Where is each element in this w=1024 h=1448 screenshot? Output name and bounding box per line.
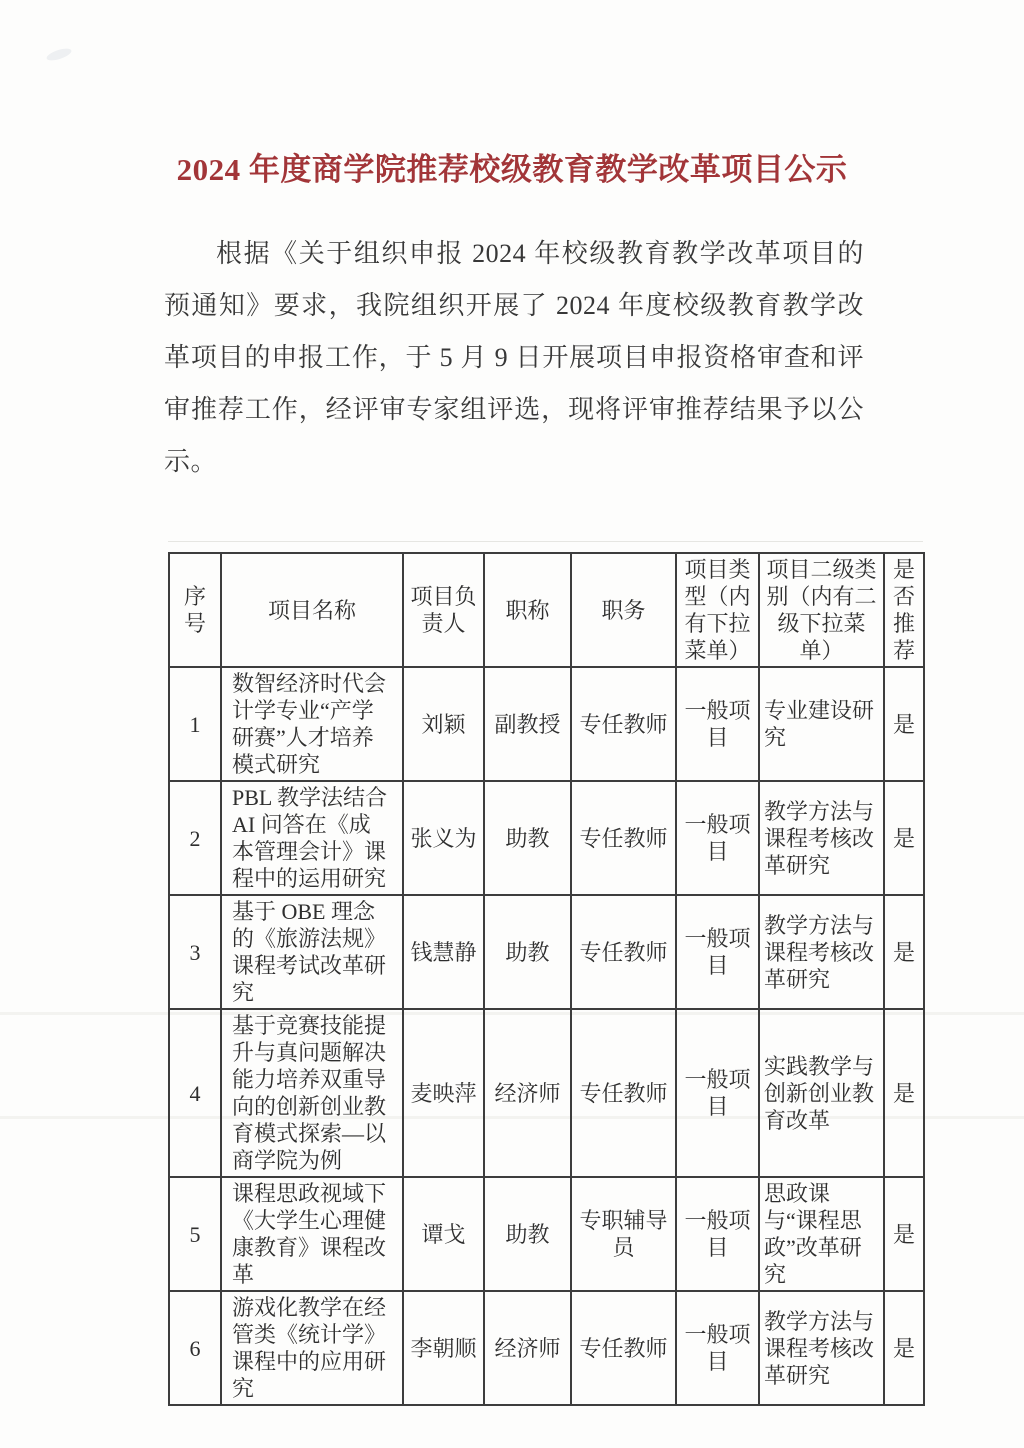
table-row (169, 1177, 924, 1291)
page-title: 2024 年度商学院推荐校级教育教学改革项目公示 (176, 152, 848, 187)
cell-project-type: 一般项目 (676, 1291, 759, 1405)
cell-recommended: 是 (884, 1291, 924, 1405)
cell-title: 经济师 (484, 1291, 571, 1405)
scan-artifact (168, 541, 923, 542)
table-row (169, 1009, 924, 1177)
cell-title: 助教 (484, 895, 571, 1009)
announcement-paragraph: 根据《关于组织申报 2024 年校级教育教学改革项目的预通知》要求，我院组织开展了 2024 年度校级教育教学改革项目的申报工作，于 5 月 9 日开展项目申报资格审查和评审推荐工作，经评审专家组评选，现将评审推荐结果予以公示。 (164, 239, 864, 476)
cell-position: 专任教师 (571, 781, 676, 895)
table-row (169, 781, 924, 895)
cell-project-type: 一般项目 (676, 781, 759, 895)
col-header-project-type: 项目类型（内有下拉菜单） (676, 553, 759, 667)
cell-leader: 李朝顺 (403, 1291, 484, 1405)
cell-recommended: 是 (884, 895, 924, 1009)
cell-seq: 1 (169, 667, 221, 781)
col-header-subcategory: 项目二级类别（内有二级下拉菜单） (759, 553, 884, 667)
cell-recommended: 是 (884, 1177, 924, 1291)
cell-title: 副教授 (484, 667, 571, 781)
cell-seq: 2 (169, 781, 221, 895)
cell-subcategory: 教学方法与课程考核改革研究 (759, 895, 884, 1009)
table-row (169, 1291, 924, 1405)
table-row (169, 895, 924, 1009)
cell-position: 专任教师 (571, 895, 676, 1009)
cell-leader: 张义为 (403, 781, 484, 895)
col-header-leader: 项目负责人 (403, 553, 484, 667)
table-header-row (169, 553, 924, 667)
cell-recommended: 是 (884, 1009, 924, 1177)
col-header-title: 职称 (484, 553, 571, 667)
cell-seq: 6 (169, 1291, 221, 1405)
cell-leader: 刘颖 (403, 667, 484, 781)
cell-leader: 钱慧静 (403, 895, 484, 1009)
cell-position: 专任教师 (571, 667, 676, 781)
cell-project-name: PBL 教学法结合 AI 问答在《成本管理会计》课程中的运用研究 (221, 781, 403, 895)
cell-position: 专任教师 (571, 1009, 676, 1177)
col-header-seq: 序号 (169, 553, 221, 667)
table-row (169, 667, 924, 781)
cell-recommended: 是 (884, 781, 924, 895)
cell-project-type: 一般项目 (676, 895, 759, 1009)
cell-title: 经济师 (484, 1009, 571, 1177)
cell-project-name: 基于竞赛技能提升与真问题解决能力培养双重导向的创新创业教育模式探索—以商学院为例 (221, 1009, 403, 1177)
cell-leader: 麦映萍 (403, 1009, 484, 1177)
cell-title: 助教 (484, 1177, 571, 1291)
scan-artifact (45, 46, 73, 63)
projects-table (168, 552, 925, 1406)
cell-project-type: 一般项目 (676, 1177, 759, 1291)
cell-subcategory: 实践教学与创新创业教育改革 (759, 1009, 884, 1177)
cell-project-name: 课程思政视域下《大学生心理健康教育》课程改革 (221, 1177, 403, 1291)
cell-project-type: 一般项目 (676, 1009, 759, 1177)
col-header-project-name: 项目名称 (221, 553, 403, 667)
cell-project-type: 一般项目 (676, 667, 759, 781)
cell-position: 专任教师 (571, 1291, 676, 1405)
cell-subcategory: 教学方法与课程考核改革研究 (759, 1291, 884, 1405)
cell-project-name: 数智经济时代会计学专业“产学研赛”人才培养模式研究 (221, 667, 403, 781)
col-header-position: 职务 (571, 553, 676, 667)
cell-subcategory: 思政课与“课程思政”改革研究 (759, 1177, 884, 1291)
cell-seq: 4 (169, 1009, 221, 1177)
cell-project-name: 基于 OBE 理念的《旅游法规》课程考试改革研究 (221, 895, 403, 1009)
cell-seq: 5 (169, 1177, 221, 1291)
cell-subcategory: 教学方法与课程考核改革研究 (759, 781, 884, 895)
cell-subcategory: 专业建设研究 (759, 667, 884, 781)
cell-recommended: 是 (884, 667, 924, 781)
cell-project-name: 游戏化教学在经管类《统计学》课程中的应用研究 (221, 1291, 403, 1405)
cell-seq: 3 (169, 895, 221, 1009)
cell-title: 助教 (484, 781, 571, 895)
col-header-recommended: 是否推荐 (884, 553, 924, 667)
cell-position: 专职辅导员 (571, 1177, 676, 1291)
cell-leader: 谭戈 (403, 1177, 484, 1291)
